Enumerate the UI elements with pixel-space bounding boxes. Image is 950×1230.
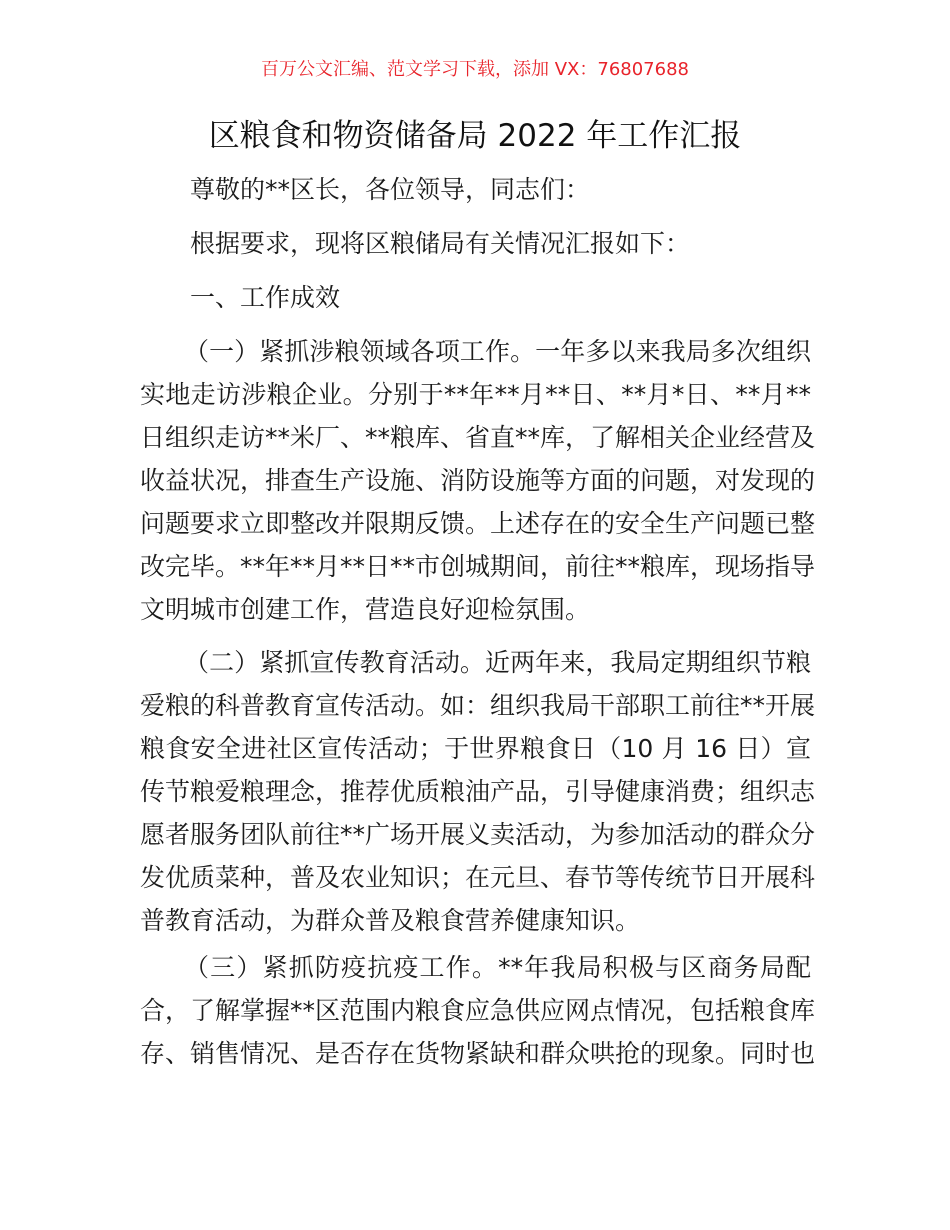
document-title: 区粮食和物资储备局 2022 年工作汇报 (208, 118, 742, 154)
watermark-header: 百万公文汇编、范文学习下载，添加 VX：76807688 (261, 59, 689, 80)
text-line: 合，了解掌握**区范围内粮食应急供应网点情况，包括粮食库 (140, 996, 816, 1025)
text-line: （三）紧抓防疫抗疫工作。**年我局积极与区商务局配 (184, 953, 811, 982)
greeting: 尊敬的**区长，各位领导，同志们： (190, 175, 591, 204)
text-line: 收益状况，排查生产设施、消防设施等方面的问题，对发现的 (140, 466, 816, 495)
text-line: 传节粮爱粮理念，推荐优质粮油产品，引导健康消费；组织志 (140, 777, 816, 806)
text-line: 日组织走访**米厂、**粮库、省直**库，了解相关企业经营及 (140, 423, 816, 452)
text-line: 发优质菜种，普及农业知识；在元旦、春节等传统节日开展科 (140, 863, 816, 892)
intro-paragraph: 根据要求，现将区粮储局有关情况汇报如下： (190, 229, 691, 258)
text-line: 普教育活动，为群众普及粮食营养健康知识。 (140, 906, 641, 935)
text-line: 爱粮的科普教育宣传活动。如：组织我局干部职工前往**开展 (140, 691, 816, 720)
text-line: 愿者服务团队前往**广场开展义卖活动，为参加活动的群众分 (140, 820, 816, 849)
text-line: 实地走访涉粮企业。分别于**年**月**日、**月*日、**月** (140, 380, 811, 409)
paragraph-2 (140, 641, 816, 942)
paragraph-1 (140, 330, 816, 631)
section-heading: 一、工作成效 (190, 283, 341, 312)
text-line: 问题要求立即整改并限期反馈。上述存在的安全生产问题已整 (140, 509, 816, 538)
text-line: （一）紧抓涉粮领域各项工作。一年多以来我局多次组织 (184, 337, 811, 366)
text-line: 粮食安全进社区宣传活动；于世界粮食日（10 月 16 日）宣 (140, 734, 811, 763)
text-line: 改完毕。**年**月**日**市创城期间，前往**粮库，现场指导 (140, 552, 816, 581)
text-line: 文明城市创建工作，营造良好迎检氛围。 (140, 595, 591, 624)
paragraph-3 (140, 946, 816, 1075)
text-line: 存、销售情况、是否存在货物紧缺和群众哄抢的现象。同时也 (140, 1039, 816, 1068)
text-line: （二）紧抓宣传教育活动。近两年来，我局定期组织节粮 (184, 648, 811, 677)
